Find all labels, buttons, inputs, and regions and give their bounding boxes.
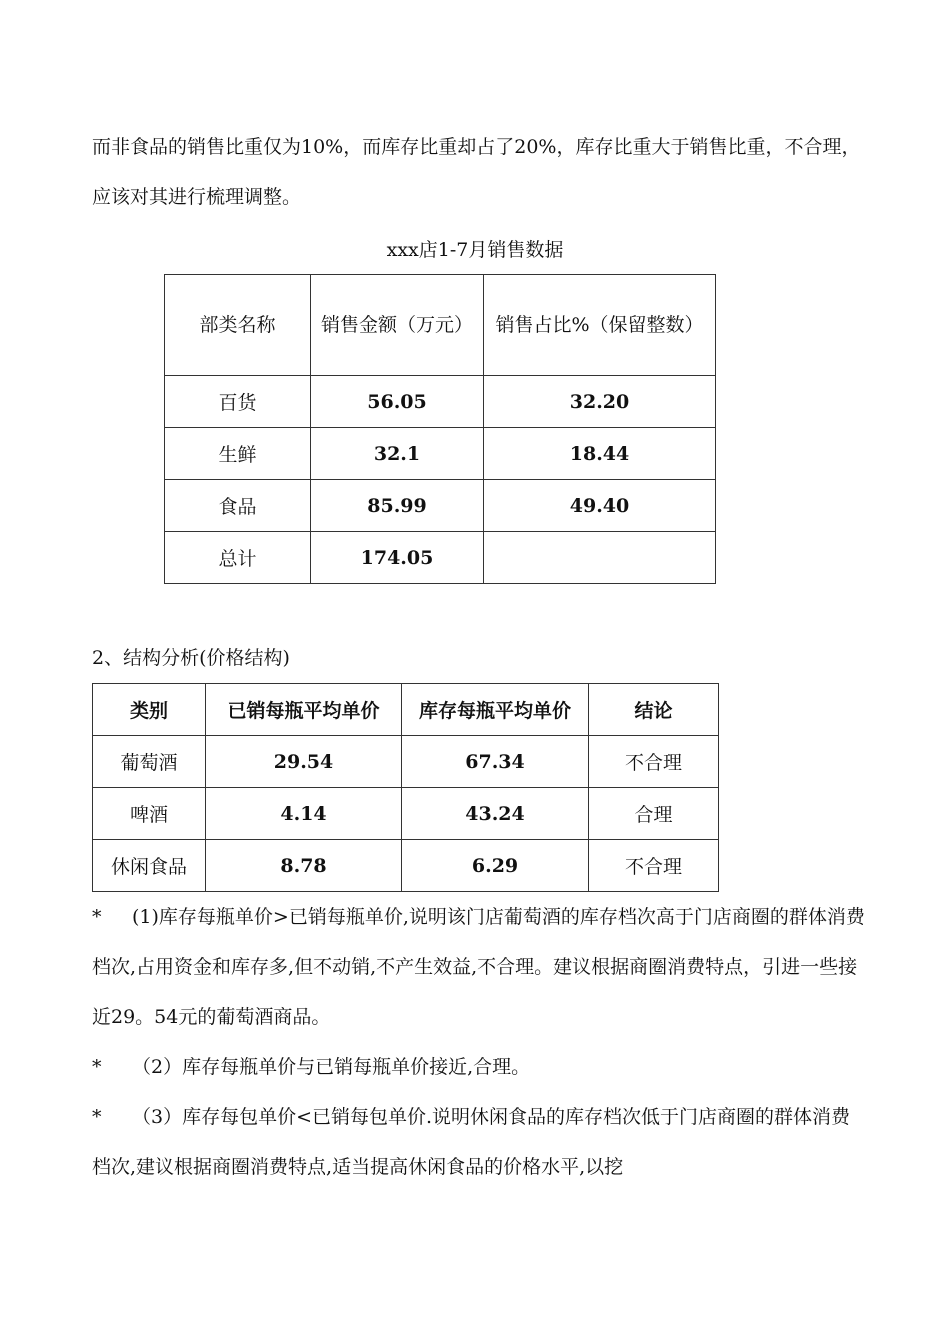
table-row [165, 532, 716, 584]
note-paragraph [92, 892, 867, 1042]
amount-cell: 85.99 [311, 480, 484, 532]
table-row [93, 788, 719, 840]
section-heading: 2、结构分析(价格结构) [92, 647, 290, 669]
sales-table [164, 274, 716, 584]
conclusion-cell: 合理 [589, 788, 719, 840]
header-cell: 类别 [93, 684, 206, 736]
stock-price-cell: 67.34 [402, 736, 589, 788]
note-text: （3）库存每包单价<已销每包单价.说明休闲食品的库存档次低于门店商圈的群体消费档次,建议根据商圈消费特点,适当提高休闲食品的价格水平,以挖 [92, 1106, 851, 1178]
table-row [165, 480, 716, 532]
amount-cell: 32.1 [311, 428, 484, 480]
share-cell [484, 532, 716, 584]
sold-price-cell: 8.78 [206, 840, 402, 892]
category-cell: 生鲜 [165, 428, 311, 480]
category-cell: 休闲食品 [93, 840, 206, 892]
sold-price-cell: 4.14 [206, 788, 402, 840]
table-row [93, 736, 719, 788]
category-cell: 啤酒 [93, 788, 206, 840]
header-cell: 结论 [589, 684, 719, 736]
asterisk-bullet: * [92, 1056, 102, 1078]
table-header-row [93, 684, 719, 736]
category-cell: 葡萄酒 [93, 736, 206, 788]
header-cell: 销售金额（万元） [311, 275, 484, 376]
header-cell: 库存每瓶平均单价 [402, 684, 589, 736]
category-cell: 食品 [165, 480, 311, 532]
header-cell: 已销每瓶平均单价 [206, 684, 402, 736]
category-cell: 总计 [165, 532, 311, 584]
table-row [165, 376, 716, 428]
category-cell: 百货 [165, 376, 311, 428]
amount-cell: 56.05 [311, 376, 484, 428]
price-structure-table [92, 683, 719, 892]
sales-table-caption: xxx店1-7月销售数据 [386, 239, 564, 261]
sold-price-cell: 29.54 [206, 736, 402, 788]
intro-paragraph: 而非食品的销售比重仅为10%，而库存比重却占了20%，库存比重大于销售比重，不合理，应该对其进行梳理调整。 [92, 136, 861, 208]
stock-price-cell: 43.24 [402, 788, 589, 840]
asterisk-bullet: * [92, 1106, 102, 1128]
share-cell: 32.20 [484, 376, 716, 428]
share-cell: 49.40 [484, 480, 716, 532]
header-cell: 部类名称 [165, 275, 311, 376]
stock-price-cell: 6.29 [402, 840, 589, 892]
table-row [165, 428, 716, 480]
table-header-row [165, 275, 716, 376]
header-cell: 销售占比%（保留整数） [484, 275, 716, 376]
note-paragraph [92, 1042, 867, 1092]
table-row [93, 840, 719, 892]
note-text: (1)库存每瓶单价>已销每瓶单价,说明该门店葡萄酒的库存档次高于门店商圈的群体消费档次,占用资金和库存多,但不动销,不产生效益,不合理。建议根据商圈消费特点，引进一些接近29。54元的葡萄酒商品。 [92, 906, 865, 1028]
conclusion-cell: 不合理 [589, 840, 719, 892]
note-text: （2）库存每瓶单价与已销每瓶单价接近,合理。 [132, 1056, 531, 1078]
amount-cell: 174.05 [311, 532, 484, 584]
asterisk-bullet: * [92, 906, 102, 928]
analysis-notes [92, 892, 867, 1192]
share-cell: 18.44 [484, 428, 716, 480]
note-paragraph [92, 1092, 867, 1192]
conclusion-cell: 不合理 [589, 736, 719, 788]
